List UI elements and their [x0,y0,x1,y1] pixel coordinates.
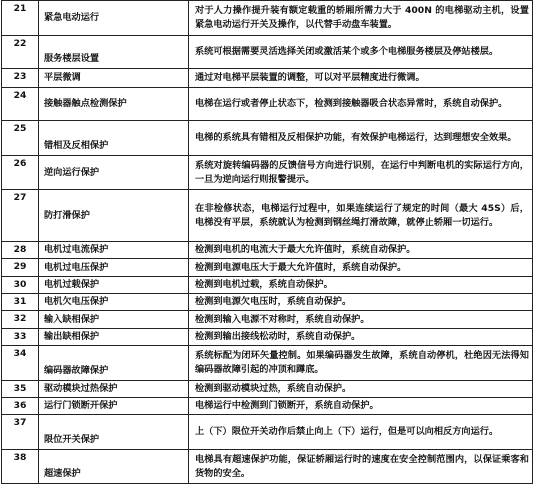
row-number: 32 [2,311,39,329]
feature-name: 超速保护 [39,450,189,484]
table-row [2,381,533,398]
feature-name: 防打滑保护 [39,190,189,242]
row-number: 29 [2,259,39,277]
feature-description: 电梯在运行或者停止状态下，检测到接触器吸合状态异常时，系统自动保护。 [189,88,533,121]
feature-description: 电梯的系统具有错相及反相保护功能，有效保护电梯运行，达到理想安全效果。 [189,121,533,156]
feature-description: 检测到电机过载，系统自动保护。 [189,277,533,294]
row-number: 36 [2,398,39,415]
feature-name: 接触器触点检测保护 [39,88,189,121]
feature-description: 检测到电源电压大于最大允许值时，系统自动保护。 [189,259,533,277]
feature-description: 检测到驱动模块过热，系统自动保护。 [189,381,533,398]
table-row [2,346,533,381]
table-row [2,294,533,311]
table-row [2,242,533,259]
table-row [2,277,533,294]
feature-name: 服务楼层设置 [39,36,189,69]
feature-description: 在非检修状态，电梯运行过程中，如果连续运行了规定的时间（最大 45S）后，电梯没有平层，系统就认为检测到钢丝绳打滑故障，就停止轿厢一切运行。 [189,190,533,242]
feature-description: 检测到电源欠电压时，系统自动保护。 [189,294,533,311]
table-row [2,156,533,190]
feature-name: 输入缺相保护 [39,311,189,329]
table-row [2,69,533,88]
feature-description: 对于人力操作提升装有额定载重的轿厢所需力大于 400N 的电梯驱动主机，设置紧急电动运行开关及操作，以代替手动盘车装置。 [189,1,533,36]
feature-description: 检测到电机的电流大于最大允许值时，系统自动保护。 [189,242,533,259]
feature-name: 限位开关保护 [39,415,189,450]
table-row [2,36,533,69]
feature-name: 逆向运行保护 [39,156,189,190]
feature-description: 上（下）限位开关动作后禁止向上（下）运行，但是可以向相反方向运行。 [189,415,533,450]
feature-name: 输出缺相保护 [39,329,189,346]
table-row [2,190,533,242]
feature-name: 紧急电动运行 [39,1,189,36]
feature-table [1,0,533,484]
feature-description: 通过对电梯平层装置的调整，可以对平层精度进行微调。 [189,69,533,88]
row-number: 38 [2,450,39,484]
feature-description: 系统可根据需要灵活选择关闭或激活某个或多个电梯服务楼层及停站楼层。 [189,36,533,69]
feature-name: 驱动模块过热保护 [39,381,189,398]
feature-name: 电机欠电压保护 [39,294,189,311]
feature-name: 错相及反相保护 [39,121,189,156]
feature-description: 电梯具有超速保护功能，保证轿厢运行时的速度在安全控制范围内，以保证乘客和货物的安全。 [189,450,533,484]
row-number: 34 [2,346,39,381]
table-row [2,311,533,329]
row-number: 33 [2,329,39,346]
row-number: 35 [2,381,39,398]
row-number: 28 [2,242,39,259]
row-number: 24 [2,88,39,121]
feature-description: 系统标配为闭环矢量控制。如果编码器发生故障，系统自动停机，杜绝因无法得知编码器故障引起的冲顶和蹲底。 [189,346,533,381]
table-row [2,1,533,36]
table-row [2,450,533,484]
row-number: 31 [2,294,39,311]
row-number: 25 [2,121,39,156]
table-row [2,88,533,121]
feature-description: 系统对旋转编码器的反馈信号方向进行识别，在运行中判断电机的实际运行方向，一旦为逆向运行则报警提示。 [189,156,533,190]
table-row [2,415,533,450]
feature-description: 检测到输入电源不对称时，系统自动保护。 [189,311,533,329]
feature-name: 电机过电压保护 [39,259,189,277]
table-row [2,259,533,277]
row-number: 22 [2,36,39,69]
row-number: 27 [2,190,39,242]
row-number: 30 [2,277,39,294]
table-row [2,329,533,346]
feature-name: 平层微调 [39,69,189,88]
feature-name: 运行门锁断开保护 [39,398,189,415]
feature-name: 电机过电流保护 [39,242,189,259]
feature-description: 电梯运行中检测到门锁断开，系统自动保护。 [189,398,533,415]
row-number: 37 [2,415,39,450]
row-number: 21 [2,1,39,36]
row-number: 23 [2,69,39,88]
table-row [2,398,533,415]
row-number: 26 [2,156,39,190]
feature-name: 电机过载保护 [39,277,189,294]
feature-name: 编码器故障保护 [39,346,189,381]
feature-description: 检测到输出接线松动时，系统自动保护。 [189,329,533,346]
table-row [2,121,533,156]
